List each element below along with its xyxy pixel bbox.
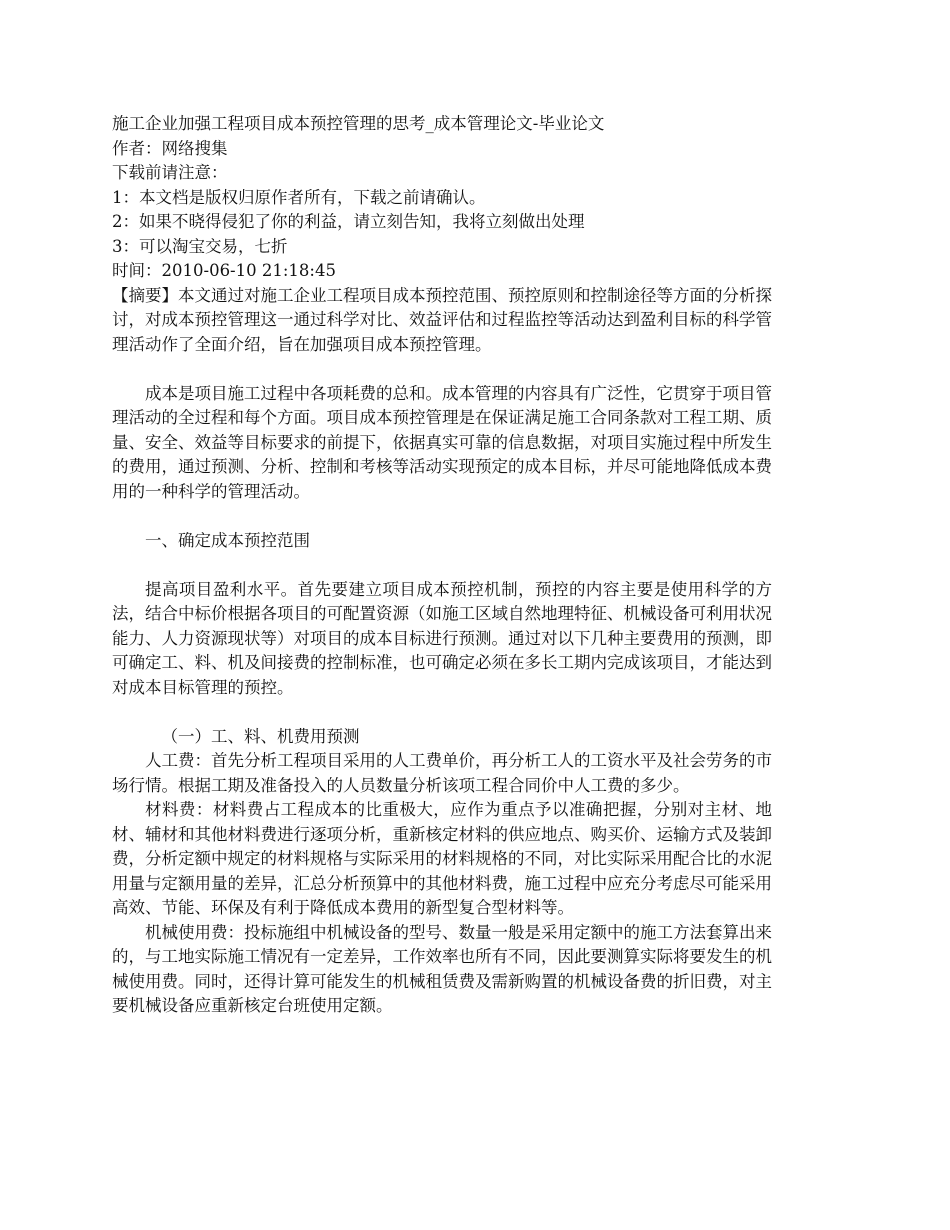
abstract-paragraph: 【摘要】本文通过对施工企业工程项目成本预控范围、预控原则和控制途径等方面的分析探讨，对成本预控管理这一通过科学对比、效益评估和过程监控等活动达到盈利目标的科学管理活动作了全面介绍，旨在加强项目成本预控管理。 [112,285,772,354]
section-heading: 一、确定成本预控范围 [145,530,310,550]
paragraph-gap [112,700,772,725]
author-line: 作者：网络搜集 [112,138,228,158]
notice-item: 2：如果不晓得侵犯了你的利益，请立刻告知，我将立刻做出处理 [112,212,585,231]
paragraph-gap [112,504,772,529]
notice-item: 3：可以淘宝交易，七折 [112,236,288,256]
labor-cost-paragraph: 人工费：首先分析工程项目采用的人工费单价，再分析工人的工资水平及社会劳务的市场行情。根据工期及准备投入的人员数量分析该项工程合同价中人工费的多少。 [112,751,772,795]
machine-cost-paragraph: 机械使用费：投标施组中机械设备的型号、数量一般是采用定额中的施工方法套算出来的，与工地实际施工情况有一定差异，工作效率也所有不同，因此要测算实际将要发生的机械使用费。同时，还得计算可能发生的机械租赁费及需新购置的机械设备费的折旧费，对主要机械设备应重新核定台班使用定额。 [112,922,772,1015]
paragraph-gap [112,357,772,382]
document-title: 施工企业加强工程项目成本预控管理的思考_成本管理论文-毕业论文 [112,114,605,133]
subsection-heading: （一）工、料、机费用预测 [161,726,360,746]
document-page [112,112,772,1019]
material-cost-paragraph: 材料费：材料费占工程成本的比重极大，应作为重点予以准确把握，分别对主材、地材、辅材和其他材料费进行逐项分析，重新核定材料的供应地点、购买价、运输方式及装卸费，分析定额中规定的材料规格与实际采用的材料规格的不同，对比实际采用配合比的水泥用量与定额用量的差异，汇总分析预算中的其他材料费，施工过程中应充分考虑尽可能采用高效、节能、环保及有利于降低成本费用的新型复合型材料等。 [112,800,772,917]
paragraph-gap [112,553,772,578]
timestamp-line: 时间：2010-06-10 21:18:45 [112,261,336,280]
intro-paragraph: 成本是项目施工过程中各项耗费的总和。成本管理的内容具有广泛性，它贯穿于项目管理活动的全过程和每个方面。项目成本预控管理是在保证满足施工合同条款对工程工期、质量、安全、效益等目标要求的前提下，依据真实可靠的信息数据，对项目实施过程中所发生的费用，通过预测、分析、控制和考核等活动实现预定的成本目标，并尽可能地降低成本费用的一种科学的管理活动。 [112,383,772,501]
section-paragraph: 提高项目盈利水平。首先要建立项目成本预控机制，预控的内容主要是使用科学的方法，结合中标价根据各项目的可配置资源（如施工区域自然地理特征、机械设备可利用状况能力、人力资源现状等）对项目的成本目标进行预测。通过对以下几种主要费用的预测，即可确定工、料、机及间接费的控制标准，也可确定必须在多长工期内完成该项目，才能达到对成本目标管理的预控。 [112,579,772,697]
notice-item: 1：本文档是版权归原作者所有，下载之前请确认。 [112,187,486,207]
notice-heading: 下载前请注意： [112,163,228,182]
